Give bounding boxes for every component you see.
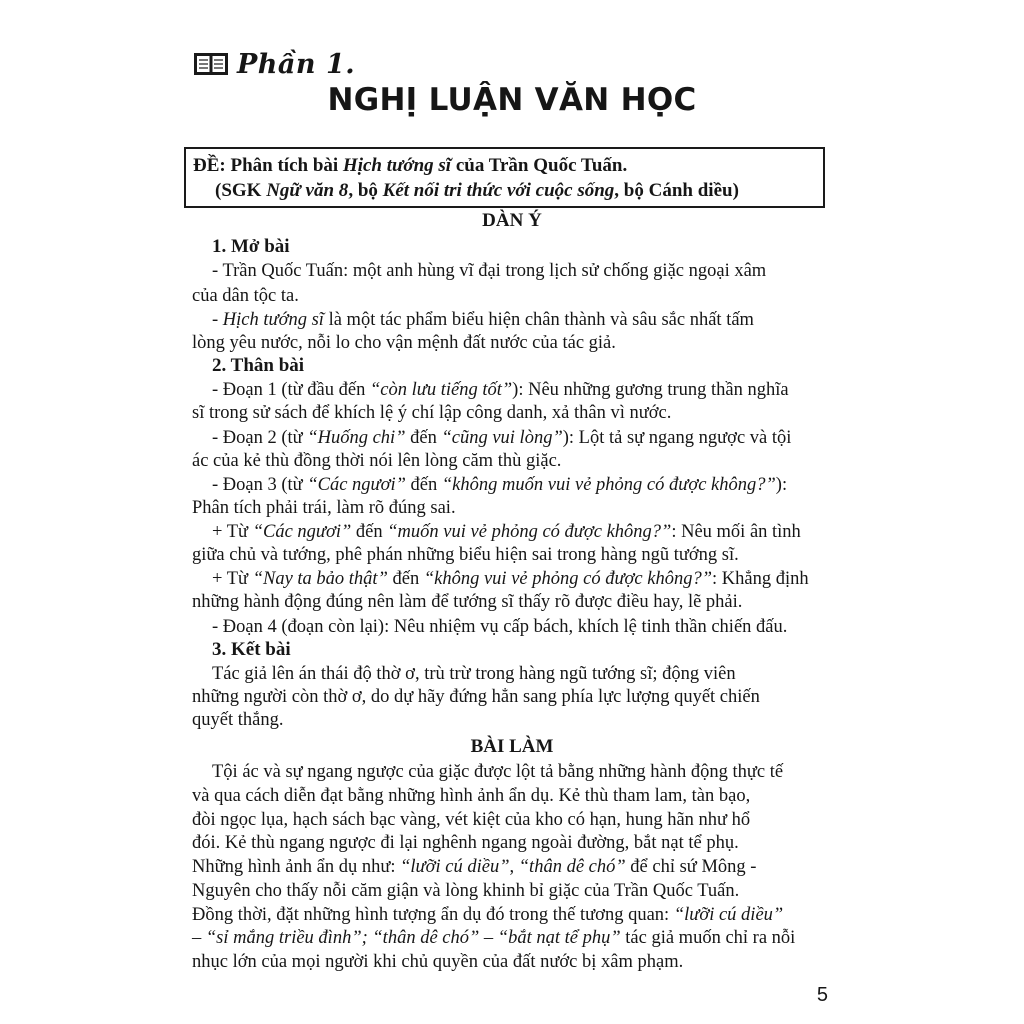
outline-heading: DÀN Ý	[482, 210, 542, 231]
text-line: đói. Kẻ thù ngang ngược đi lại nghênh ngang ngoài đường, bắt nạt tể phụ.	[192, 833, 739, 853]
text-line: nhục lớn của mọi người khi chủ quyền của đất nước bị xâm phạm.	[192, 952, 684, 972]
text-line: Đồng thời, đặt những hình tượng ẩn dụ đó trong thế tương quan: “lưỡi cú diều”	[192, 905, 784, 925]
topic-series-title: Kết nối tri thức với cuộc sống	[382, 180, 615, 201]
text-line: Những hình ảnh ẩn dụ như: “lưỡi cú diều”, “thân dê chó” để chỉ sứ Mông -	[192, 857, 757, 877]
text-line: và qua cách diễn đạt bằng những hình ảnh ẩn dụ. Kẻ thù tham lam, tàn bạo,	[192, 786, 751, 806]
text-line: ác của kẻ thù đồng thời nói lên lòng căm thù giặc.	[192, 451, 562, 471]
topic-text: , bộ Cánh diều)	[614, 180, 739, 201]
essay-heading: BÀI LÀM	[470, 736, 554, 757]
text-line: quyết thắng.	[192, 710, 284, 730]
part-header	[193, 44, 355, 84]
text-line: - Trần Quốc Tuấn: một anh hùng vĩ đại trong lịch sử chống giặc ngoại xâm	[212, 261, 767, 281]
topic-work-title: Hịch tướng sĩ	[342, 155, 452, 176]
topic-line-1	[193, 153, 823, 178]
text-line: - Đoạn 1 (từ đầu đến “còn lưu tiếng tốt”): Nêu những gương trung thần nghĩa	[212, 380, 789, 400]
text-line: - Hịch tướng sĩ là một tác phẩm biểu hiện chân thành và sâu sắc nhất tấm	[212, 310, 754, 330]
section-3-title: 3. Kết bài	[212, 639, 291, 660]
section-2-title: 2. Thân bài	[212, 355, 305, 376]
topic-box	[184, 147, 825, 208]
page-number: 5	[816, 984, 828, 1006]
text-line: Phân tích phải trái, làm rõ đúng sai.	[192, 498, 456, 518]
page-title: NGHỊ LUẬN VĂN HỌC	[327, 82, 697, 118]
text-line: giữa chủ và tướng, phê phán những biểu hiện sai trong hàng ngũ tướng sĩ.	[192, 545, 739, 565]
topic-line-2	[193, 178, 823, 203]
text-line: đòi ngọc lụa, hạch sách bạc vàng, vét kiệt của kho có hạn, hung hãn như hổ	[192, 810, 751, 830]
text-line: - Đoạn 4 (đoạn còn lại): Nêu nhiệm vụ cấp bách, khích lệ tinh thần chiến đấu.	[212, 617, 788, 637]
text-line: Nguyên cho thấy nỗi căm giận và lòng khinh bỉ giặc của Trần Quốc Tuấn.	[192, 881, 740, 901]
text-line: + Từ “Các ngươi” đến “muốn vui vẻ phỏng có được không?”: Nêu mối ân tình	[212, 522, 801, 542]
text-line: Tội ác và sự ngang ngược của giặc được lột tả bằng những hành động thực tế	[212, 762, 784, 782]
topic-text: (SGK	[215, 180, 267, 201]
section-1-title: 1. Mở bài	[212, 236, 290, 257]
text-line: những người còn thờ ơ, do dự hãy đứng hẳn sang phía lực lượng quyết chiến	[192, 687, 760, 707]
topic-text: , bộ	[348, 180, 383, 201]
part-label: Phần 1.	[237, 48, 356, 80]
topic-book-title: Ngữ văn 8	[266, 180, 349, 201]
text-line: của dân tộc ta.	[192, 286, 299, 306]
topic-suffix: của Trần Quốc Tuấn.	[451, 155, 628, 176]
text-line: - Đoạn 3 (từ “Các ngươi” đến “không muốn vui vẻ phỏng có được không?”):	[212, 475, 788, 495]
topic-prefix: ĐỀ: Phân tích bài	[193, 155, 343, 176]
text-line: lòng yêu nước, nỗi lo cho vận mệnh đất nước của tác giả.	[192, 333, 616, 353]
open-book-icon	[193, 51, 229, 77]
text-line: + Từ “Nay ta bảo thật” đến “không vui vẻ phỏng có được không?”: Khẳng định	[212, 569, 809, 589]
text-line: Tác giả lên án thái độ thờ ơ, trù trừ trong hàng ngũ tướng sĩ; động viên	[212, 664, 736, 684]
text-line: - Đoạn 2 (từ “Huống chi” đến “cũng vui lòng”): Lột tả sự ngang ngược và tội	[212, 428, 792, 448]
text-line: – “sỉ mắng triều đình”; “thân dê chó” – “bắt nạt tể phụ” tác giả muốn chỉ ra nỗi	[192, 928, 796, 948]
text-line: những hành động đúng nên làm để tướng sĩ thấy rõ được điều hay, lẽ phải.	[192, 592, 743, 612]
text-line: sĩ trong sử sách để khích lệ ý chí lập công danh, xả thân vì nước.	[192, 403, 672, 423]
